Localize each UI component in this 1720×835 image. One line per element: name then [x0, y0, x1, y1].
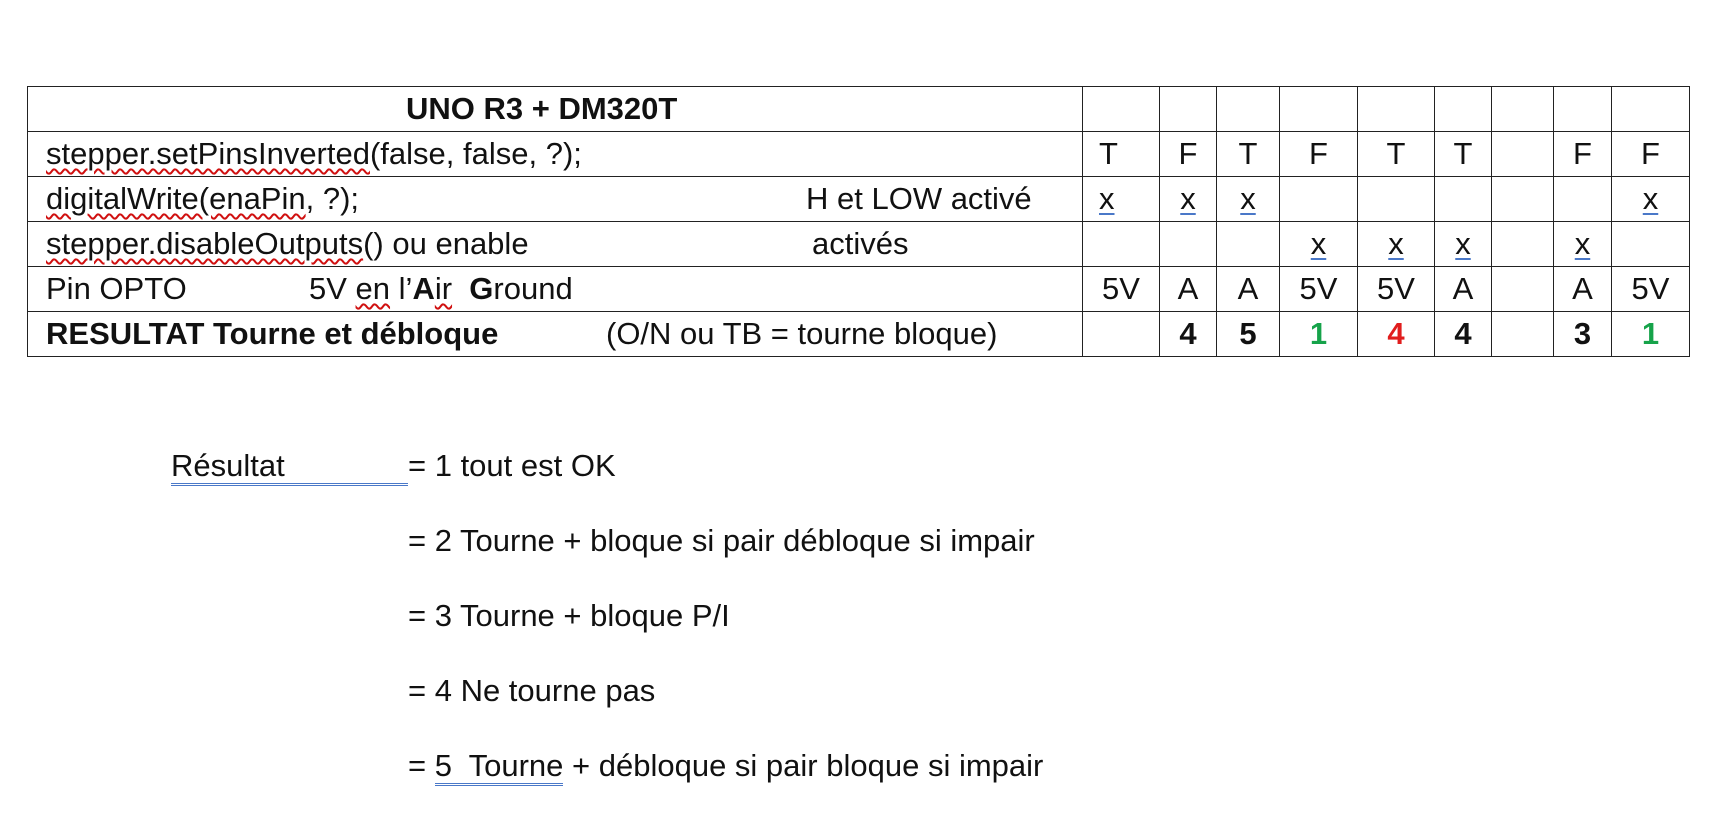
legend-item: = 2 Tourne + bloque si pair débloque si impair — [408, 523, 1035, 558]
table-cell — [1554, 87, 1612, 132]
table-value-cell — [1492, 222, 1554, 267]
legend-item: = 1 tout est OK — [408, 448, 616, 483]
table-row-pin-opto — [28, 267, 1690, 312]
table-value-cell: 5V — [1280, 267, 1358, 312]
table-value-cell — [1217, 222, 1280, 267]
table-value-cell — [1492, 177, 1554, 222]
legend-item: = 4 Ne tourne pas — [408, 673, 656, 708]
table-value-cell: T — [1435, 132, 1492, 177]
row-label — [46, 222, 529, 266]
row-label-cell — [28, 132, 1083, 177]
note-5v: 5V — [309, 271, 347, 306]
row-note: H et LOW activé — [806, 181, 1032, 216]
row-label-cell — [28, 222, 1083, 267]
table-value-cell — [1612, 222, 1690, 267]
row-label-cell — [28, 312, 1083, 357]
result-value-cell: 3 — [1554, 312, 1612, 357]
table-value-cell — [1358, 222, 1435, 267]
x-mark: x — [1574, 226, 1591, 261]
table-cell — [1217, 87, 1280, 132]
config-table — [27, 86, 1690, 357]
table-value-cell: 5V — [1083, 267, 1160, 312]
row-note: activés — [812, 226, 909, 261]
table-value-cell — [1554, 177, 1612, 222]
result-value-cell: 1 — [1612, 312, 1690, 357]
table-cell — [1160, 87, 1217, 132]
table-cell — [1358, 87, 1435, 132]
result-value-cell: 5 — [1217, 312, 1280, 357]
table-value-cell: F — [1612, 132, 1690, 177]
legend-title-underline — [171, 446, 408, 486]
code-fn-text: stepper.disableOutputs — [46, 226, 364, 261]
x-mark: x — [1180, 181, 1196, 216]
table-row-result — [28, 312, 1690, 357]
legend-item5-underlined: 5 Tourne — [435, 749, 564, 786]
table-row-digital-write — [28, 177, 1690, 222]
code-fn-text: digitalWrite(enaPin — [46, 181, 306, 216]
result-value-cell: 4 — [1435, 312, 1492, 357]
table-title-cell — [28, 87, 1083, 132]
table-value-cell — [1492, 267, 1554, 312]
table-value-cell: A — [1554, 267, 1612, 312]
x-mark: x — [1455, 226, 1471, 261]
table-title: UNO R3 + DM320T — [406, 91, 678, 126]
legend-item: = 3 Tourne + bloque P/I — [408, 598, 730, 633]
legend-title: Résultat — [171, 448, 285, 483]
table-cell — [1083, 87, 1160, 132]
code-fn-text: stepper.setPinsInverted — [46, 136, 370, 171]
legend-item — [408, 746, 1043, 786]
table-value-cell — [1217, 177, 1280, 222]
note-g: G — [469, 271, 494, 306]
table-value-cell — [1083, 222, 1160, 267]
note-ir: ir — [434, 271, 453, 306]
code-args-text: , ?); — [305, 181, 360, 216]
row-label — [46, 177, 359, 221]
note-en: en — [355, 271, 391, 306]
table-value-cell: A — [1217, 267, 1280, 312]
table-value-cell: 5V — [1358, 267, 1435, 312]
note-a: A — [412, 271, 435, 306]
table-value-cell — [1160, 222, 1217, 267]
table-value-cell — [1280, 222, 1358, 267]
row-label-cell — [28, 267, 1083, 312]
table-value-cell — [1435, 177, 1492, 222]
row-label: RESULTAT Tourne et débloque — [46, 316, 499, 351]
table-row-set-pins-inverted — [28, 132, 1690, 177]
row-label: Pin OPTO — [46, 271, 187, 306]
table-row-disable-outputs — [28, 222, 1690, 267]
x-mark: x — [1240, 181, 1256, 216]
code-args-text: (false, false, ?); — [369, 136, 582, 171]
x-mark: x — [1310, 226, 1327, 261]
row-note — [309, 267, 573, 311]
table-value-cell — [1083, 177, 1160, 222]
row-label — [46, 132, 582, 176]
table-value-cell — [1612, 177, 1690, 222]
table-cell — [1492, 87, 1554, 132]
table-value-cell — [1160, 177, 1217, 222]
table-value-cell — [1358, 177, 1435, 222]
table-value-cell: F — [1554, 132, 1612, 177]
result-value-cell: 1 — [1280, 312, 1358, 357]
table-value-cell: A — [1160, 267, 1217, 312]
x-mark: x — [1099, 181, 1115, 216]
result-value-cell — [1492, 312, 1554, 357]
legend-item5-prefix: = — [408, 748, 435, 783]
table-value-cell — [1435, 222, 1492, 267]
table-value-cell — [1280, 177, 1358, 222]
result-value-cell: 4 — [1358, 312, 1435, 357]
result-value-cell: 4 — [1160, 312, 1217, 357]
note-round: round — [493, 271, 573, 306]
note-l: l’ — [398, 271, 413, 306]
x-mark: x — [1642, 181, 1659, 216]
table-value-cell: F — [1280, 132, 1358, 177]
table-cell — [1612, 87, 1690, 132]
row-label-cell — [28, 177, 1083, 222]
table-value-cell: 5V — [1612, 267, 1690, 312]
row-note: (O/N ou TB = tourne bloque) — [606, 316, 998, 351]
table-value-cell — [1492, 132, 1554, 177]
table-value-cell — [1554, 222, 1612, 267]
table-value-cell: F — [1160, 132, 1217, 177]
x-mark: x — [1388, 226, 1404, 261]
table-value-cell: T — [1217, 132, 1280, 177]
table-cell — [1280, 87, 1358, 132]
table-title-row — [28, 87, 1690, 132]
table-value-cell: T — [1083, 132, 1160, 177]
code-args-text: () ou enable — [363, 226, 529, 261]
legend-item5-rest: + débloque si pair bloque si impair — [563, 748, 1044, 783]
result-value-cell — [1083, 312, 1160, 357]
table-value-cell: T — [1358, 132, 1435, 177]
table-value-cell: A — [1435, 267, 1492, 312]
table-cell — [1435, 87, 1492, 132]
